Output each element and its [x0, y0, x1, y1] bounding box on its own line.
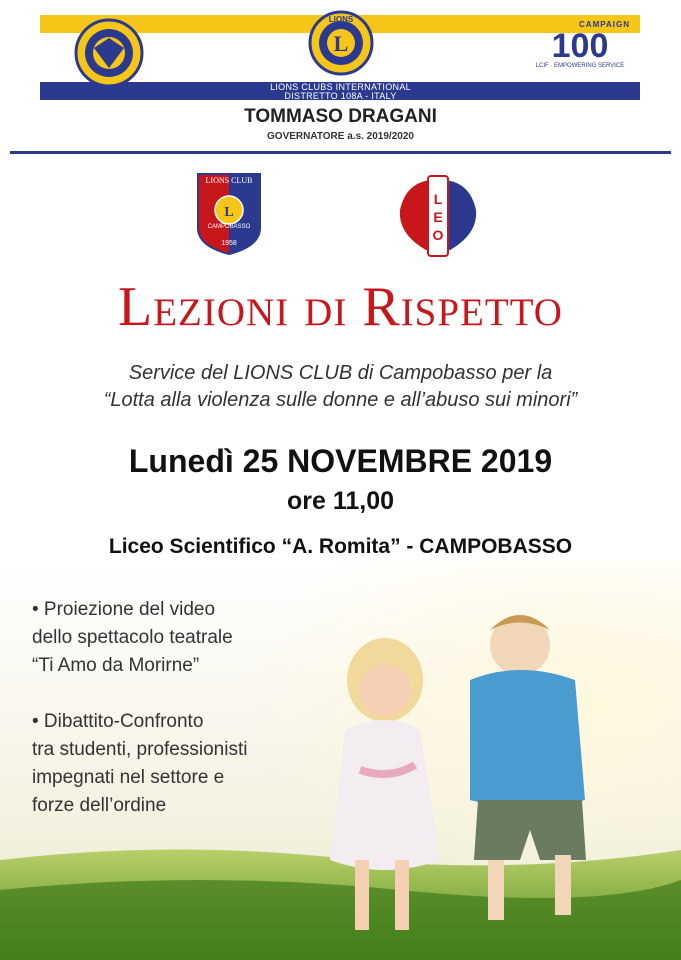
event-venue: Liceo Scientifico “A. Romita” - CAMPOBASSO: [108, 535, 573, 558]
campobasso-label: LIONS CLUB: [205, 176, 253, 185]
org-line-1: LIONS CLUBS INTERNATIONAL: [270, 82, 411, 92]
governor-role: GOVERNATORE a.s. 2019/2020: [267, 131, 414, 142]
event-title: Lezioni di Rispetto: [118, 276, 563, 338]
program-line: forze dell’ordine: [32, 795, 167, 816]
leo-text: LEO: [432, 191, 444, 243]
event-time: ore 11,00: [286, 487, 395, 515]
program-item-2: [32, 708, 247, 820]
program-line: • Dibattito-Confronto: [32, 711, 204, 732]
lions-badge-text: LIONS: [328, 15, 354, 24]
program-line: impegnati nel settore e: [32, 767, 225, 788]
event-subtitle-1: Service del LIONS CLUB di Campobasso per la: [128, 362, 553, 384]
campaign-label: CAMPAIGN: [579, 20, 630, 29]
campobasso-name: CAMPOBASSO: [207, 224, 251, 230]
program-line: “Ti Amo da Morirne”: [32, 655, 200, 676]
org-line-2: DISTRETTO 108A - ITALY: [284, 91, 397, 101]
campobasso-year: 1958: [221, 240, 237, 247]
lcif-100-logo-icon: [530, 20, 630, 80]
svg-text:L: L: [224, 205, 234, 220]
svg-text:L: L: [333, 31, 349, 56]
campaign-caption: LCIF · EMPOWERING SERVICE: [535, 63, 625, 69]
program-item-1: [32, 596, 233, 680]
lions-international-emblem-icon: [72, 18, 146, 88]
campaign-number: 100: [551, 27, 609, 65]
program-line: dello spettacolo teatrale: [32, 627, 233, 648]
event-date: Lunedì 25 NOVEMBRE 2019: [128, 443, 553, 479]
program-line: • Proiezione del video: [32, 599, 216, 620]
program-line: tra studenti, professionisti: [32, 739, 248, 760]
header-divider: [10, 151, 671, 154]
event-subtitle-2: “Lotta alla violenza sulle donne e all’abuso sui minori”: [103, 389, 578, 411]
governor-name: TOMMASO DRAGANI: [244, 106, 437, 127]
